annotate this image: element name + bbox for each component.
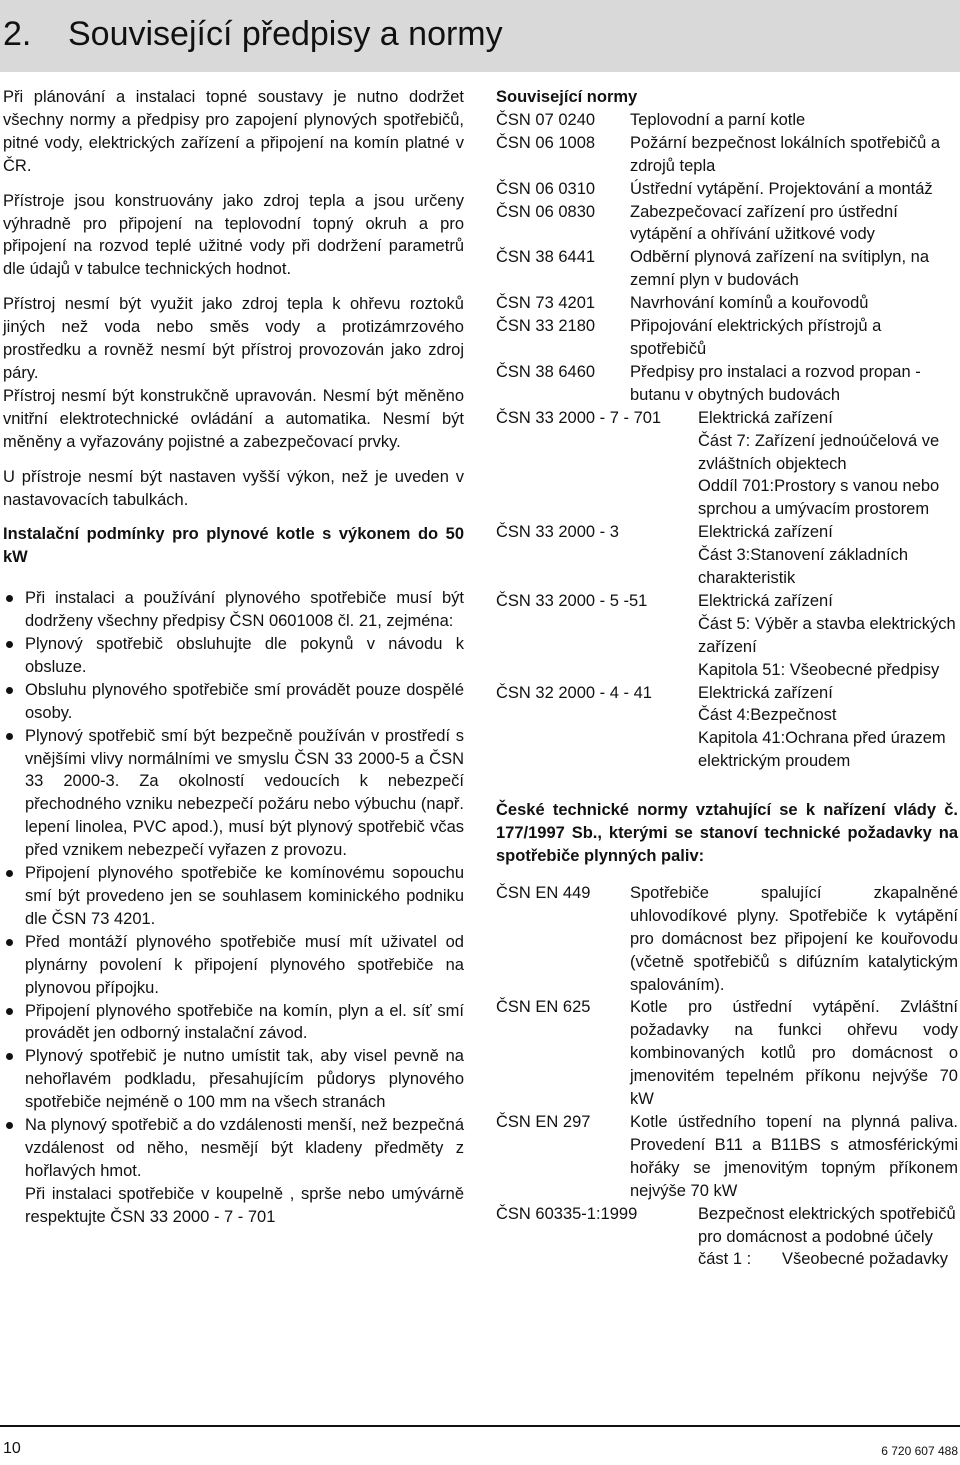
list-item: Plynový spotřebič obsluhujte dle pokynů v návodu k obsluze.	[3, 633, 464, 679]
document-number: 6 720 607 488	[881, 1444, 958, 1458]
list-item: Plynový spotřebič je nutno umístit tak, aby visel pevně na nehořlavém podkladu, přesahujícím půdorys plynového spotřebiče nejméně o 100 mm na všech stranách	[3, 1045, 464, 1114]
bullet-icon	[6, 870, 13, 877]
list-item: Připojení plynového spotřebiče na komín, plyn a el. síť smí provádět jen odborný instalační závod.	[3, 1000, 464, 1046]
norm-entry: ČSN 06 0310 Ústřední vytápění. Projektování a montáž	[496, 179, 933, 198]
paragraph: Přístroj nesmí být konstrukčně upravován. Nesmí být měněno vnitřní elektrotechnické ovládání a automatika. Nesmí být měněny a vyřazovány pojistné a zabezpečovací prvky.	[3, 386, 464, 451]
bullet-list	[3, 587, 464, 1228]
bullet-icon	[6, 939, 13, 946]
norm-entry: ČSN 38 6460 Předpisy pro instalaci a rozvod propan - butanu v obytných budovách	[496, 362, 921, 404]
list-item: Před montáží plynového spotřebiče musí mít uživatel od plynárny povolení k připojení plynového spotřebiče na plynovou přípojku.	[3, 931, 464, 1000]
norm-entry: ČSN EN 449 Spotřebiče spalující zkapalněné uhlovodíkové plyny. Spotřebiče k vytápění pro domácnost bez připojení ke kouřovodu (včetně spotřebičů s difúzním katalytickým spalováním).	[496, 883, 958, 994]
section-header	[0, 0, 960, 72]
norm-entry: ČSN 32 2000 - 4 - 41 Elektrická zařízení Část 4:Bezpečnost Kapitola 41:Ochrana před úrazem elektrickým proudem	[496, 683, 946, 771]
list-item: Při instalaci a používání plynového spotřebiče musí být dodrženy všechny předpisy ČSN 0601008 čl. 21, zejména:	[3, 587, 464, 633]
list-item: Obsluhu plynového spotřebiče smí provádět pouze dospělé osoby.	[3, 679, 464, 725]
norm-entry: ČSN 60335-1:1999 Bezpečnost elektrických spotřebičů pro domácnost a podobné účely část 1 : Všeobecné požadavky	[496, 1203, 958, 1272]
page-number: 10	[3, 1440, 21, 1457]
bullet-icon	[6, 641, 13, 648]
list-item: Připojení plynového spotřebiče ke komínovému sopouchu smí být provedeno jen se souhlasem kominického podniku dle ČSN 73 4201.	[3, 862, 464, 931]
section-number: 2.	[3, 15, 32, 53]
norm-entry: ČSN 33 2000 - 3 Elektrická zařízení Část 3:Stanovení základních charakteristik	[496, 523, 909, 588]
bullet-icon	[6, 687, 13, 694]
norm-entry: ČSN 07 0240 Teplovodní a parní kotle	[496, 110, 806, 129]
bullet-tail: Při instalaci spotřebiče v koupelně , sprše nebo umývárně respektujte ČSN 33 2000 - 7 - 701	[25, 1184, 464, 1226]
part-description: Všeobecné požadavky	[782, 1250, 949, 1269]
norm-entry: ČSN EN 297 Kotle ústředního topení na plynná paliva. Provedení B11 a B11BS s atmosférickými hořáky se jmenovitým topným příkonem nejvýše 70 kW	[496, 1112, 958, 1200]
norm-entry: ČSN 33 2000 - 5 -51 Elektrická zařízení Část 5: Výběr a stavba elektrických zařízení Kapitola 51: Všeobecné předpisy	[496, 591, 956, 679]
footer-divider	[0, 1425, 960, 1427]
bullet-icon	[6, 1008, 13, 1015]
left-column	[3, 86, 464, 1229]
list-item: Plynový spotřebič smí být bezpečně používán v prostředí s vnějšími vlivy normálními ve smyslu ČSN 33 2000-5 a ČSN 33 2000-3. Za okolností vedoucích k nebezpečí přechodného vzniku nebezpečí požáru nebo výbuchu (např. lepení linolea, PVC apod.), musí být plynový spotřebič včas před vznikem nebezpečí vyřazen z provozu.	[3, 725, 464, 862]
norm-entry: ČSN 38 6441 Odběrní plynová zařízení na svítiplyn, na zemní plyn v budovách	[496, 248, 929, 290]
norm-entry: ČSN 33 2180 Připojování elektrických přístrojů a spotřebičů	[496, 317, 882, 358]
paragraph: Přístroj nesmí být využit jako zdroj tepla k ohřevu roztoků jiných než voda nebo směs vody a protizámrzového prostředku a rovněž nesmí být přístroj provozován jako zdroj páry.	[3, 295, 464, 382]
list-item: Na plynový spotřebič a do vzdálenosti menší, než bezpečná vzdálenost od něho, nesmějí být kladeny předměty z hořlavých hmot. Při instalaci spotřebiče v koupelně , sprše nebo umývárně respektujte ČSN 33 2000 - 7 - 701	[3, 1114, 464, 1229]
norm-entry: ČSN 73 4201 Navrhování komínů a kouřovodů	[496, 294, 869, 313]
section-title: Související předpisy a normy	[68, 15, 503, 53]
right-column	[496, 86, 958, 1271]
paragraph: Přístroje jsou konstruovány jako zdroj tepla a jsou určeny výhradně pro připojení na teplovodní topný okruh a pro připojení na rozvod teplé užitné vody při dodržení parametrů dle údajů v tabulce technických hodnot.	[3, 191, 464, 279]
norm-entry: ČSN 33 2000 - 7 - 701 Elektrická zařízení Část 7: Zařízení jednoúčelová ve zvláštních objektech Oddíl 701:Prostory s vanou nebo sprchou a umývacím prostorem	[496, 408, 940, 519]
norms-heading: Související normy	[496, 88, 638, 106]
section-heading: Instalační podmínky pro plynové kotle s výkonem do 50 kW	[3, 525, 464, 567]
paragraph: Při plánování a instalaci topné soustavy je nutno dodržet všechny normy a předpisy pro zapojení plynových spotřebičů, pitné vody, elektrických zařízení a připojení na komín platné v ČR.	[3, 88, 464, 175]
regulation-heading: České technické normy vztahující se k nařízení vlády č. 177/1997 Sb., kterými se stanoví technické požadavky na spotřebiče plynných paliv:	[496, 801, 958, 865]
bullet-icon	[6, 1122, 13, 1129]
bullet-icon	[6, 1053, 13, 1060]
part-label: část 1 :	[698, 1250, 752, 1269]
norm-entry: ČSN 06 1008 Požární bezpečnost lokálních spotřebičů a zdrojů tepla	[496, 133, 941, 175]
norm-entry: ČSN EN 625 Kotle pro ústřední vytápění. Zvláštní požadavky na funkci ohřevu vody kombinovaných kotlů pro domácnost o jmenovitém tepelném příkonu nejvýše 70 kW	[496, 998, 958, 1109]
paragraph: U přístroje nesmí být nastaven vyšší výkon, než je uveden v nastavovacích tabulkách.	[3, 467, 464, 509]
bullet-icon	[6, 733, 13, 740]
bullet-icon	[6, 595, 13, 602]
norm-entry: ČSN 06 0830 Zabezpečovací zařízení pro ústřední vytápění a ohřívání užitkové vody	[496, 202, 898, 244]
